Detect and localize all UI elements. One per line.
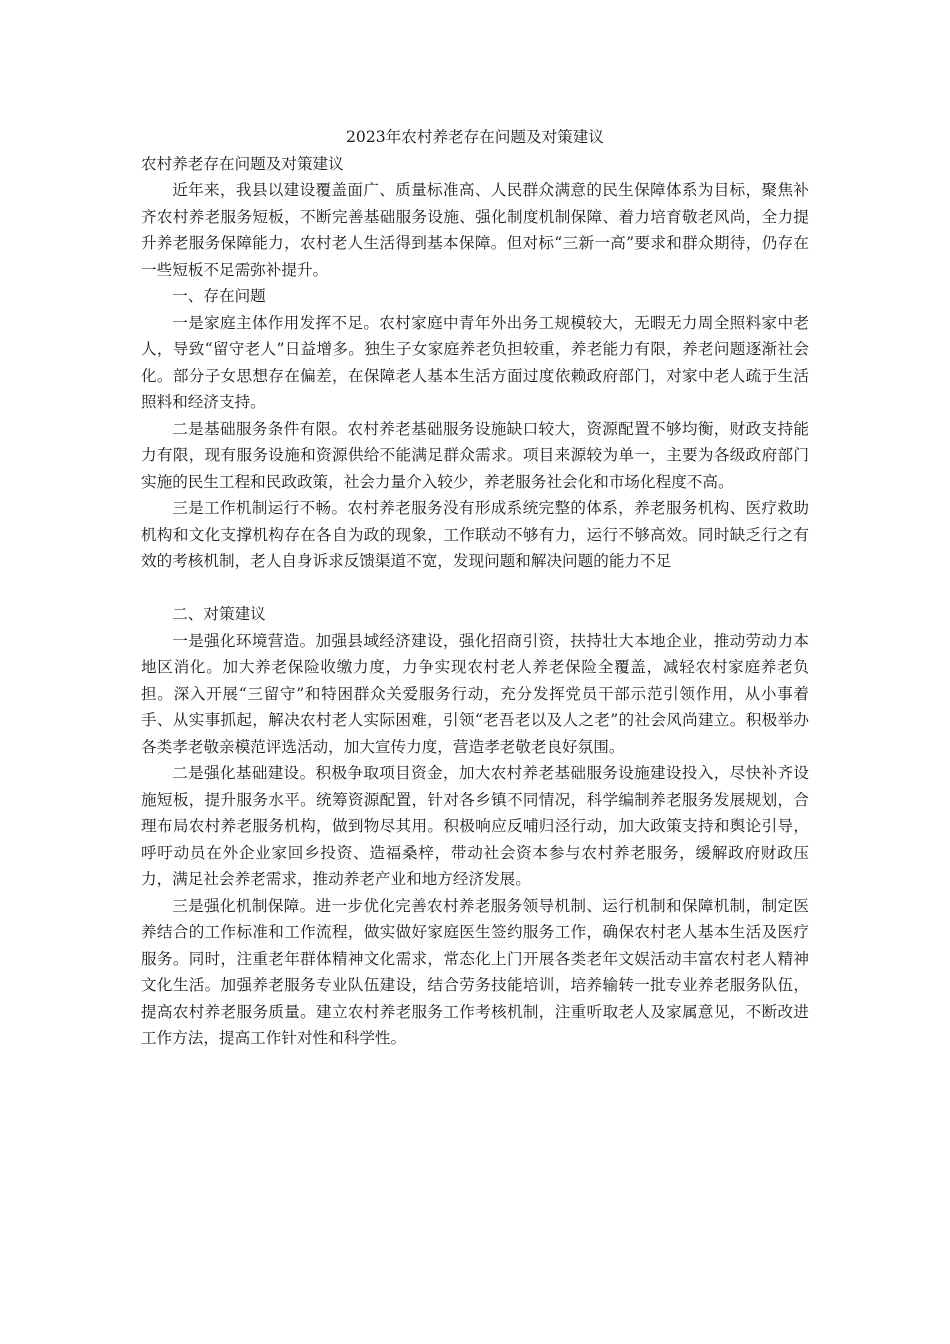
document-body — [141, 124, 809, 1052]
suggestion-paragraph-1: 一是强化环境营造。加强县域经济建设，强化招商引资，扶持壮大本地企业，推动劳动力本地区消化。加大养老保险收缴力度，力争实现农村老人养老保险全覆盖，减轻农村家庭养老负担。深入开展“三留守”和特困群众关爱服务行动，充分发挥党员干部示范引领作用，从小事着手、从实事抓起，解决农村老人实际困难，引领“老吾老以及人之老”的社会风尚建立。积极举办各类孝老敬亲模范评选活动，加大宣传力度，营造孝老敬老良好氛围。 — [141, 631, 809, 756]
section-gap — [141, 575, 809, 602]
intro-paragraph: 近年来，我县以建设覆盖面广、质量标准高、人民群众满意的民生保障体系为目标，聚焦补齐农村养老服务短板，不断完善基础服务设施、强化制度机制保障、着力培育敬老风尚，全力提升养老服务保障能力，农村老人生活得到基本保障。但对标“三新一高”要求和群众期待，仍存在一些短板不足需弥补提升。 — [141, 181, 809, 279]
problem-paragraph-3: 三是工作机制运行不畅。农村养老服务没有形成系统完整的体系，养老服务机构、医疗救助机构和文化支撑机构存在各自为政的现象，工作联动不够有力，运行不够高效。同时缺乏行之有效的考核机制，老人自身诉求反馈渠道不宽，发现问题和解决问题的能力不足 — [141, 499, 809, 570]
suggestion-paragraph-2: 二是强化基础建设。积极争取项目资金，加大农村养老基础服务设施建设投入，尽快补齐设施短板，提升服务水平。统筹资源配置，针对各乡镇不同情况，科学编制养老服务发展规划，合理布局农村养老服务机构，做到物尽其用。积极响应反哺归泾行动，加大政策支持和舆论引导，呼吁动员在外企业家回乡投资、造福桑梓，带动社会资本参与农村养老服务，缓解政府财政压力，满足社会养老需求，推动养老产业和地方经济发展。 — [141, 764, 809, 888]
section-heading-problems: 一、存在问题 — [172, 287, 266, 305]
section-heading-suggestions: 二、对策建议 — [172, 605, 266, 623]
document-title: 2023年农村养老存在问题及对策建议 — [346, 128, 604, 146]
document-subtitle: 农村养老存在问题及对策建议 — [141, 154, 344, 173]
problem-paragraph-2: 二是基础服务条件有限。农村养老基础服务设施缺口较大，资源配置不够均衡，财政支持能力有限，现有服务设施和资源供给不能满足群众需求。项目来源较为单一，主要为各级政府部门实施的民生工程和民政政策，社会力量介入较少，养老服务社会化和市场化程度不高。 — [141, 419, 809, 491]
suggestion-paragraph-3: 三是强化机制保障。进一步优化完善农村养老服务领导机制、运行机制和保障机制，制定医养结合的工作标准和工作流程，做实做好家庭医生签约服务工作，确保农村老人基本生活及医疗服务。同时，注重老年群体精神文化需求，常态化上门开展各类老年文娱活动丰富农村老人精神文化生活。加强养老服务专业队伍建设，结合劳务技能培训，培养输转一批专业养老服务队伍，提高农村养老服务质量。建立农村养老服务工作考核机制，注重听取老人及家属意见，不断改进工作方法，提高工作针对性和科学性。 — [141, 896, 809, 1047]
problem-paragraph-1: 一是家庭主体作用发挥不足。农村家庭中青年外出务工规模较大，无暇无力周全照料家中老人，导致“留守老人”日益增多。独生子女家庭养老负担较重，养老能力有限，养老问题逐渐社会化。部分子女思想存在偏差，在保障老人基本生活方面过度依赖政府部门，对家中老人疏于生活照料和经济支持。 — [141, 313, 809, 411]
